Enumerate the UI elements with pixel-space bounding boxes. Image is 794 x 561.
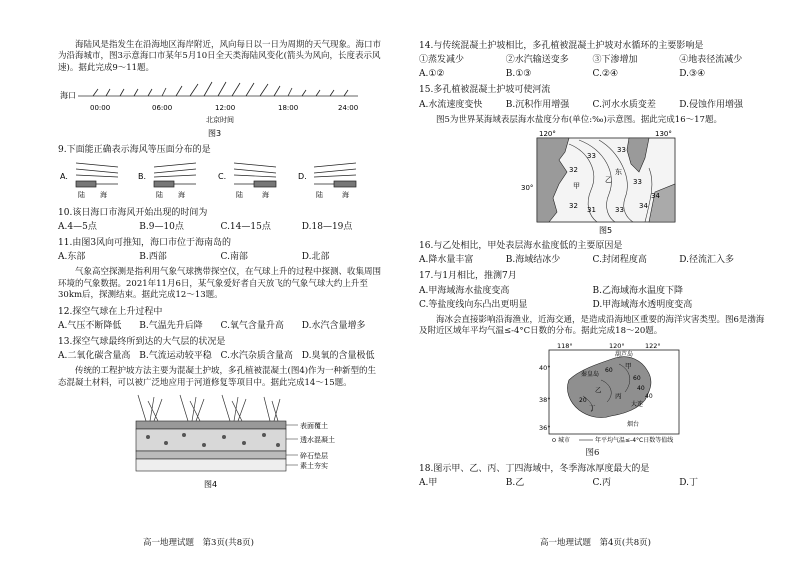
tick-0000: 00:00: [90, 104, 111, 113]
q10-option-c: C.14—15点: [220, 221, 271, 232]
q9-option-b: B.: [138, 171, 147, 181]
figure-4: [58, 393, 383, 493]
q12-options: [58, 320, 383, 332]
q15-option-c: C.河水水质变差: [592, 99, 656, 110]
row-label: 海口: [60, 91, 76, 101]
fig6-label-ding: 丁: [589, 403, 596, 412]
q10-option-d: D.18—19点: [301, 221, 353, 232]
q12-option-d: D.水汽含量增多: [301, 320, 366, 331]
fig5-iso-c: 31: [587, 206, 596, 215]
q9-b-land: 陆: [156, 190, 163, 199]
q18-option-c: C.丙: [592, 478, 611, 489]
q18-options: [419, 477, 766, 489]
fig5-lon-130: 130°: [655, 130, 672, 139]
q9-a-sea: 海: [100, 190, 107, 199]
city-marker-icon: [553, 438, 556, 441]
q9-d-land: 陆: [316, 190, 323, 199]
q14-stem: 14.与传统混凝土护坡相比，多孔植被混凝土护坡对水循环的主要影响是: [419, 41, 704, 51]
q13-option-b: B.气流运动较平稳: [139, 351, 212, 362]
fig6-lon-122: 122°: [645, 341, 661, 350]
layer-label-gravel: 碎石垫层: [300, 452, 328, 461]
q16-option-a: A.降水量丰富: [419, 255, 474, 266]
q9-d-sea: 海: [342, 190, 349, 199]
fig6-label-jia: 甲: [625, 361, 632, 370]
intro-sea-ice: 海冰会直接影响沿海渔业，近海交通，是造成沿海地区重要的海洋灾害类型。图6是渤海及附近区域年平均气温≤-4°C日数的分布。据此完成18～20题。: [419, 314, 765, 337]
q9-isobar-options: [58, 157, 378, 199]
q16-option-d: D.径流汇入多: [679, 255, 735, 266]
wind-arrow-diagram: [58, 78, 378, 140]
tick-0600: 06:00: [152, 104, 173, 113]
fig6-label-yi: 乙: [595, 385, 602, 394]
fig4-caption: 图4: [204, 480, 218, 490]
q11-option-b: B.西部: [139, 252, 167, 263]
fig6-city-huludao: 葫芦岛: [615, 350, 634, 358]
q12-option-a: A.气压不断降低: [58, 320, 122, 331]
q14-statements: [419, 54, 766, 66]
q15-options: [419, 99, 766, 111]
fig5-caption: 图5: [599, 226, 613, 236]
q14-options: [419, 68, 766, 80]
intro-concrete: 传统的工程护坡方法主要为混凝土护坡，多孔植被混凝土(图4)作为一种新型的生态混凝土材料，可以被广泛地应用于河道修复等项目中。据此完成14～15题。: [58, 366, 377, 388]
q16-option-b: B.海域结冰少: [505, 255, 561, 266]
q16-stem: 16.与乙处相比，甲处表层海水盐度低的主要原因是: [419, 241, 623, 252]
fig5-iso-h: 32: [569, 166, 578, 175]
q17-option-b: B.乙海域海水温度下降: [592, 285, 683, 296]
layer-label-compacted-soil: 素土夯实: [300, 462, 328, 471]
fig5-label-dong: 东: [615, 168, 622, 177]
fig5-iso-b: 32: [569, 202, 578, 211]
q11-stem: 11.由图3风向可推知，海口市位于海南岛的: [58, 237, 232, 248]
fig6-label-bing: 丙: [615, 391, 622, 400]
fig6-legend-isoline: 年平均气温≤-4°C日数等值线: [595, 436, 674, 444]
q14-option-d: D.③④: [679, 69, 706, 80]
q9-option-c: C.: [218, 171, 227, 181]
q18-option-b: B.乙: [505, 478, 525, 489]
q14-option-b: B.①③: [505, 69, 532, 80]
q14-statement-2: ②水汽输送变多: [505, 55, 569, 66]
q9-c-land: 陆: [236, 190, 243, 199]
fig6-lon-118: 118°: [557, 341, 573, 350]
fig6-lon-120: 120°: [609, 341, 625, 350]
q9-a-land: 陆: [78, 190, 85, 199]
q14-statement-4: ④地表径流减少: [679, 55, 743, 66]
q17-option-a: A.甲海域海水盐度变高: [419, 285, 510, 296]
q16-options: [419, 254, 766, 266]
q15-option-a: A.水流速度变快: [419, 99, 483, 110]
q11-options: [58, 251, 383, 263]
fig5-label-jia: 甲: [573, 182, 580, 191]
q11-option-d: D.北部: [301, 252, 330, 263]
fig3-caption: 图3: [208, 129, 222, 139]
q13-option-d: D.臭氧的含量极低: [301, 351, 375, 362]
right-footer: 高一地理试题 第4页(共8页): [540, 537, 651, 548]
fig6-city-qinhuangdao: 秦皇岛: [581, 370, 600, 378]
q15-stem: 15.多孔植被混凝土护坡可使河流: [419, 85, 551, 96]
q10-option-b: B.9—10点: [139, 221, 184, 232]
q18-option-d: D.丁: [679, 478, 699, 489]
q10-options: [58, 221, 383, 233]
q15-option-d: D.侵蚀作用增强: [679, 99, 744, 110]
q14-statement-3: ③下渗增加: [592, 55, 638, 66]
fig5-label-yi: 乙: [605, 176, 612, 185]
fig5-iso-g: 33: [617, 146, 626, 155]
q12-option-b: B.气温先升后降: [139, 320, 203, 331]
intro-sea-land-breeze: 海陆风是指发生在沿海地区海岸附近，风向每日以一日为周期的天气现象。海口市为沿海城市，图3示意海口市某年5月10日全天类海陆风变化(箭头为风向，长度表示风速)。据此完成9～11题。: [58, 40, 382, 73]
q9-option-a: A.: [60, 171, 68, 181]
fig5-iso-e: 33: [615, 206, 624, 215]
fig5-iso-a: 33: [587, 152, 596, 161]
q10-stem: 10.该日海口市海风开始出现的时间为: [58, 207, 208, 218]
q15-option-b: B.沉积作用增强: [505, 99, 570, 110]
fig6-lat-38: 38°: [539, 395, 551, 404]
fig5-lon-120: 120°: [539, 130, 556, 139]
concrete-layers-diagram: [58, 393, 383, 493]
tick-2400: 24:00: [338, 104, 359, 113]
q11-option-a: A.东部: [58, 252, 86, 263]
q18-option-a: A.甲: [419, 478, 438, 489]
figure-3: [58, 78, 383, 140]
tick-1800: 18:00: [278, 104, 299, 113]
q17-stem: 17.与1月相比，推测7月: [419, 271, 517, 282]
x-axis-label: 北京时间: [206, 116, 234, 125]
q12-stem: 12.探空气球在上升过程中: [58, 306, 163, 317]
fig6-contour-b: 40: [637, 384, 645, 392]
q12-option-c: C.氧气含量升高: [220, 320, 284, 331]
q14-statement-1: ①蒸发减少: [419, 55, 465, 66]
q17-options-row2: [419, 299, 766, 311]
q9-stem: 9.下面能正确表示海风等压面分布的是: [58, 145, 211, 156]
right-page: [397, 0, 794, 561]
q11-option-c: C.南部: [220, 252, 248, 263]
q13-stem: 13.探空气球最终所到达的大气层的状况是: [58, 336, 226, 347]
q9-c-sea: 海: [262, 190, 269, 199]
figure-6-bohai-map: [419, 340, 764, 450]
fig6-city-yantai: 烟台: [627, 420, 640, 428]
q17-option-c: C.等盐度线向东凸出更明显: [419, 299, 528, 310]
fig5-iso-d: 34: [639, 202, 648, 211]
fig6-city-dalian: 大连: [631, 400, 644, 408]
fig6-contour-a: 60: [633, 374, 641, 382]
left-footer: 高一地理试题 第3页(共8页): [143, 537, 254, 548]
figure-5-salinity-map: [419, 128, 764, 236]
q18-stem: 18.图示甲、乙、丙、丁四海域中，冬季海冰厚度最大的是: [419, 464, 650, 475]
q13-options: [58, 350, 383, 362]
q14-option-a: A.①②: [419, 69, 445, 80]
layer-label-topsoil: 表面覆土: [300, 422, 328, 431]
q13-option-c: C.水汽杂质含量高: [220, 351, 293, 362]
q9-option-d: D.: [298, 171, 307, 181]
intro-balloon: 气象高空探测是指利用气象气球携带探空仪，在气球上升的过程中探测、收集周围环境的气象数据。2021年11月6日，某气象爱好者自天放飞的气象气球大约上升至30km后，探测结束。据此完成12～13题。: [58, 267, 382, 301]
q17-options-row1: [419, 285, 766, 297]
q14-option-c: C.②④: [592, 69, 619, 80]
fig6-lat-36: 36°: [539, 423, 551, 432]
fig6-legend-city: 城市: [558, 436, 571, 444]
fig6-lat-40: 40°: [539, 363, 551, 372]
fig6-contour-c: 20: [579, 396, 587, 404]
fig6-contour-e: 60: [605, 366, 613, 374]
fig5-lat-30: 30°: [521, 184, 534, 193]
fig5-iso-f: 34: [651, 192, 660, 201]
q9-b-sea: 海: [178, 190, 185, 199]
q17-option-d: D.甲海域海水透明度变高: [592, 299, 693, 310]
q10-option-a: A.4—5点: [58, 221, 97, 232]
intro-salinity: 图5为世界某海域表层海水盐度分布(单位:‰)示意图。据此完成16～17题。: [436, 114, 722, 125]
q13-option-a: A.二氧化碳含量高: [58, 351, 131, 362]
tick-1200: 12:00: [215, 104, 236, 113]
fig6-contour-d: 40: [645, 392, 653, 400]
layer-label-permeable-concrete: 透水混凝土: [300, 436, 335, 445]
fig5-iso-i: 33: [633, 178, 642, 187]
q16-option-c: C.封闭程度高: [592, 255, 647, 266]
fig6-caption: 图6: [585, 447, 600, 458]
